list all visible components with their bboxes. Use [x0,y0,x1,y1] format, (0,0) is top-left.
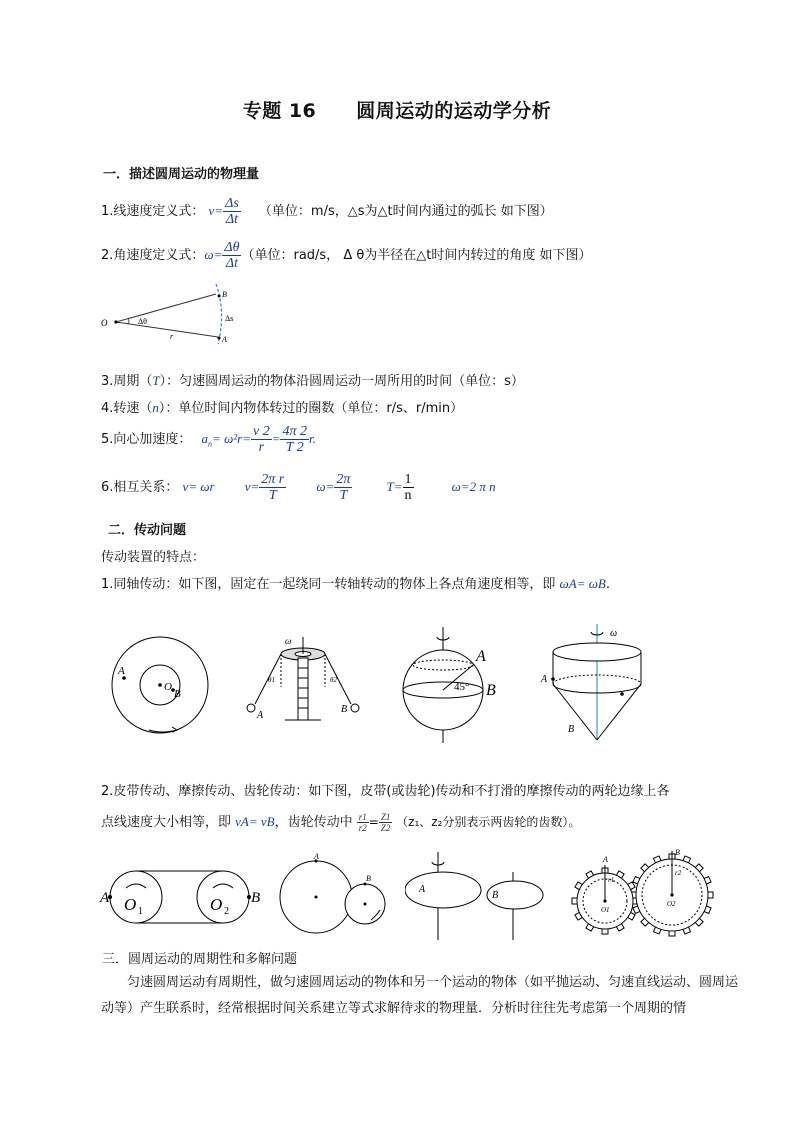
item2-prefix: 2.角速度定义式： [101,248,205,263]
item6-r4den: n [404,488,412,503]
item6-r2pre: v= [244,479,260,494]
centripetal-acceleration [101,424,316,455]
belt-transmission-line2 [101,811,580,833]
item6-frac3 [334,472,352,503]
item6-frac2 [259,472,286,503]
item4-prefix: 4.转速（ [101,401,153,416]
friction-drive-figure [278,852,388,942]
item2-num: Δθ [224,240,240,255]
fig8-a: A [603,855,608,864]
fig1-b: B [174,688,181,700]
fig2-b: B [341,704,348,715]
item-coaxial-text: 1.同轴传动：如下图，固定在一起绕同一转轴转动的物体上各点角速度相等，即 [101,577,560,592]
item6-r4pre: T= [386,479,403,494]
belt-frac-z [379,812,393,833]
section3-heading: 三．圆周运动的周期性和多解问题 [102,952,298,967]
belt-tail: （z₁、z₂分别表示两齿轮的齿数）。 [392,815,581,829]
fig8-b: B [675,848,680,857]
belt-fnum2: Z1 [380,812,391,822]
fig8-r1: r1 [608,876,615,884]
fig5-b: B [251,890,261,906]
fig5-s1: 1 [138,906,143,917]
fig8-o2: O2 [667,900,676,908]
fig4-b: B [568,724,575,735]
fig5-o1: O [124,895,137,914]
relations [101,472,496,503]
item1-eq: = [214,203,224,218]
fig6-a: A [314,852,319,861]
item1-num: Δs [225,196,239,211]
fig3-b: B [486,682,496,699]
section3-paragraph: 匀速圆周运动有周期性，做匀速圆周运动的物体和另一个运动的物体（如平抛运动、匀速直线运动、圆周运动等）产生联系时，经常根据时间关系建立等式求解待求的物理量．分析时往往先考虑第一个周期的情 [101,975,739,1016]
gear-pair-figure [565,845,715,945]
belt-line2-pre: 点线速度大小相等，即 [101,815,236,830]
sphere-figure [398,625,508,745]
fig6-b: B [366,874,371,883]
angular-velocity-definition [101,240,592,271]
swing-figure [235,632,375,732]
fig-dtheta-label: Δθ [138,317,147,326]
item3-suffix: ）：匀速圆周运动的物体沿圆周运动一周所用的时间（单位：s） [159,374,524,389]
item5-frac1 [251,424,272,455]
fig1-a: A [118,665,125,677]
section1-heading: 一．描述圆周运动的物理量 [103,167,260,182]
item6-frac4 [403,472,414,503]
item5-f2num: 4π 2 [282,424,307,439]
omega-b: ωB [588,576,606,591]
fig8-o1: O1 [601,906,610,914]
fig7-b: B [492,890,499,901]
section2-intro: 传动装置的特点： [101,550,206,565]
title-text: 圆周运动的运动学分析 [356,100,552,122]
omega-eq: = [576,576,589,591]
item1-note: （单位：m/s，△s为△t时间内通过的弧长 如下图） [258,204,553,219]
omega-dot: . [605,577,610,592]
item5-f2den: T 2 [285,440,304,455]
item5-expr1: = ω²r= [212,431,251,446]
belt-frac-r [357,812,369,833]
rotation-speed-definition [101,397,463,416]
belt-drive-figure [98,862,268,934]
item5-f1den: r [258,440,265,455]
item4-suffix: ）：单位时间内物体转过的圈数（单位：r/s、r/min） [158,401,464,416]
fig2-a: A [257,710,264,721]
fig-o-label: O [101,318,108,328]
item5-frac2 [280,424,309,455]
fig5-o2: O [210,895,223,914]
item3-sym: T [152,373,160,388]
fig4-w: ω [610,628,618,639]
omega-a: ωA [559,576,577,591]
item4-sym: n [152,400,159,415]
item6-prefix: 6.相互关系： [101,480,179,495]
fig-ds-label: Δs [225,314,234,323]
belt-va: vA= vB [235,814,275,829]
cone-figure [538,622,658,747]
page-title [0,96,794,123]
item1-den: Δt [225,212,238,227]
item6-r1: v= ωr [182,479,215,494]
item1-v: v [208,203,215,218]
item6-r4num: 1 [404,472,412,487]
fig2-t2: θ2 [330,676,337,684]
fig1-o: O [164,681,172,693]
item6-r2num: 2π r [261,472,285,487]
fig3-a: A [476,648,486,665]
belt-fden1: r2 [358,823,367,833]
item6-r3num: 2π [336,472,351,487]
belt-fden2: Z2 [380,823,391,833]
belt-feq: = [368,815,379,829]
section2-heading: 二．传动问题 [108,523,187,538]
fig3-angle: 45° [454,681,470,693]
fig-r-label: r [170,332,174,341]
item5-a: a [201,431,209,446]
fig5-s2: 2 [224,906,229,917]
fig4-a: A [541,674,548,685]
item6-r3pre: ω= [316,479,335,494]
fig7-a: A [419,884,426,895]
disk-pair-figure [405,850,555,942]
title-number: 专题 16 [242,100,317,122]
fig-b-label: B [222,290,227,299]
coaxial-transmission [101,573,610,592]
fig5-a: A [100,890,110,906]
item5-sub: n [208,439,213,449]
fig2-t1: θ1 [268,676,275,684]
item5-prefix: 5.向心加速度： [101,432,192,447]
period-definition [101,370,524,389]
item5-f1num: v 2 [252,424,270,439]
fig-a-label: A [222,335,227,344]
item2-eq: = [213,247,223,262]
item2-w: ω [204,247,214,262]
item6-r2den: T [268,488,277,503]
item2-note: （单位：rad/s， Δ θ为半径在△t时间内转过的角度 如下图） [241,248,592,263]
item2-den: Δt [225,256,238,271]
item3-prefix: 3.周期（ [101,374,153,389]
item1-fraction [223,196,241,227]
belt-mid: ，齿轮传动中 [274,815,357,830]
item1-prefix: 1.线速度定义式： [101,204,205,219]
arc-sector-figure [98,282,238,352]
fig2-w: ω [285,636,292,646]
item6-r3den: T [339,488,348,503]
item5-eq2: = [271,431,281,446]
item5-tail: r. [309,431,316,446]
concentric-circles-figure [105,630,220,740]
fig8-r2: r2 [675,869,682,877]
linear-velocity-definition [101,196,553,227]
item2-fraction [222,240,241,271]
belt-fnum1: r1 [358,812,367,822]
belt-transmission-line1: 2.皮带传动、摩擦传动、齿轮传动：如下图，皮带(或齿轮)传动和不打滑的摩擦传动的两轮边缘上各 [101,784,670,799]
item6-r5: ω=2 π n [451,479,496,494]
